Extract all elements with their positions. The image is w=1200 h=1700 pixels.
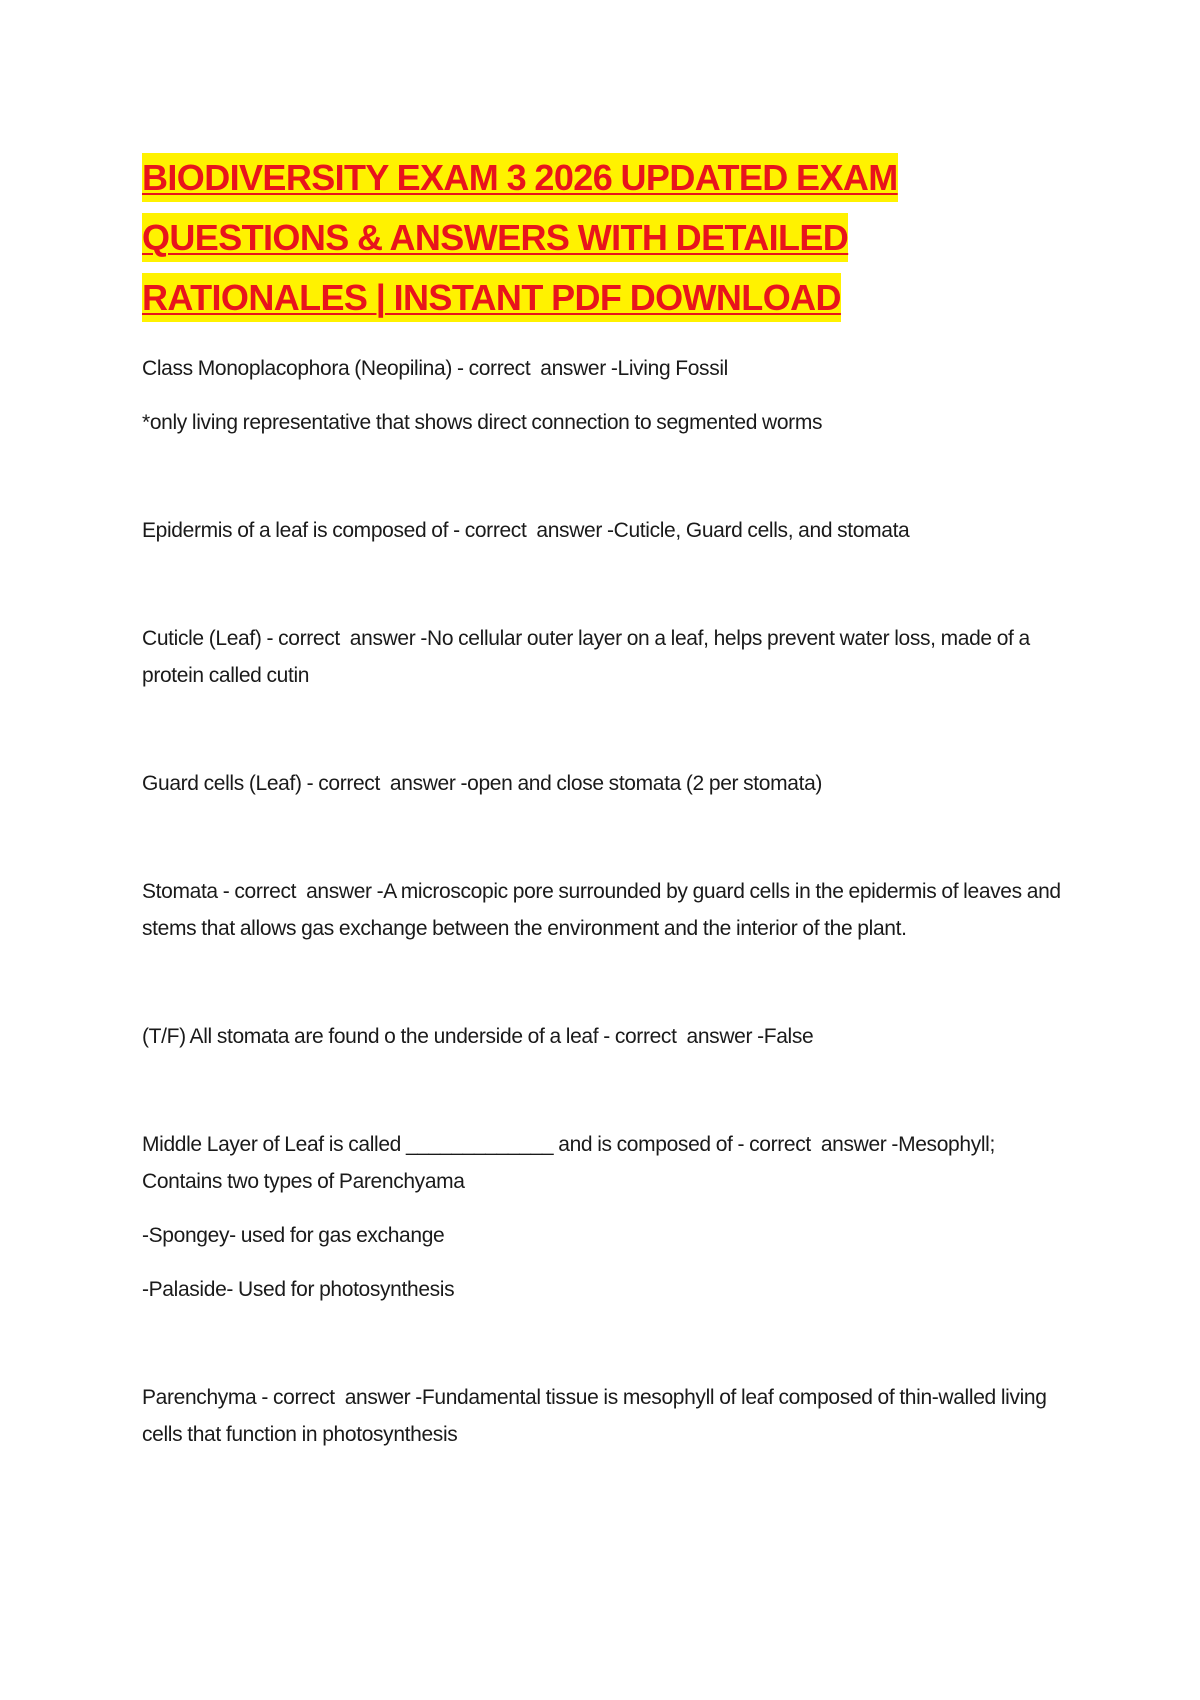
entry-4-question: Guard cells (Leaf) - correct answer -open and close stomata (2 per stomata)	[142, 772, 823, 795]
entry-1-detail: *only living representative that shows direct connection to segmented worms	[142, 411, 823, 434]
entry-7-question: Middle Layer of Leaf is called _____________ and is composed of - correct answer -Mesophyll; Contains two types of Parenchyama	[142, 1133, 1000, 1193]
entry-1-question: Class Monoplacophora (Neopilina) - correct answer -Living Fossil	[142, 357, 728, 380]
entry-3-question: Cuticle (Leaf) - correct answer -No cellular outer layer on a leaf, helps prevent water loss, made of a protein called cutin	[142, 627, 1035, 687]
entry-8-question: Parenchyma - correct answer -Fundamental tissue is mesophyll of leaf composed of thin-walled living cells that function in photosynthesis	[142, 1386, 1052, 1446]
entry-7-sub-2: -Palaside- Used for photosynthesis	[142, 1278, 455, 1301]
document-title	[142, 148, 1062, 328]
document-page	[142, 148, 1066, 1453]
document-title-text: BIODIVERSITY EXAM 3 2026 UPDATED EXAM QUESTIONS & ANSWERS WITH DETAILED RATIONALES | INSTANT PDF DOWNLOAD	[142, 153, 898, 322]
entry-5-question: Stomata - correct answer -A microscopic pore surrounded by guard cells in the epidermis of leaves and stems that allows gas exchange between the environment and the interior of the plant.	[142, 880, 1066, 940]
entry-2-question: Epidermis of a leaf is composed of - correct answer -Cuticle, Guard cells, and stomata	[142, 519, 910, 542]
entry-7-sub-1: -Spongey- used for gas exchange	[142, 1224, 445, 1247]
entry-6-question: (T/F) All stomata are found o the underside of a leaf - correct answer -False	[142, 1025, 814, 1048]
